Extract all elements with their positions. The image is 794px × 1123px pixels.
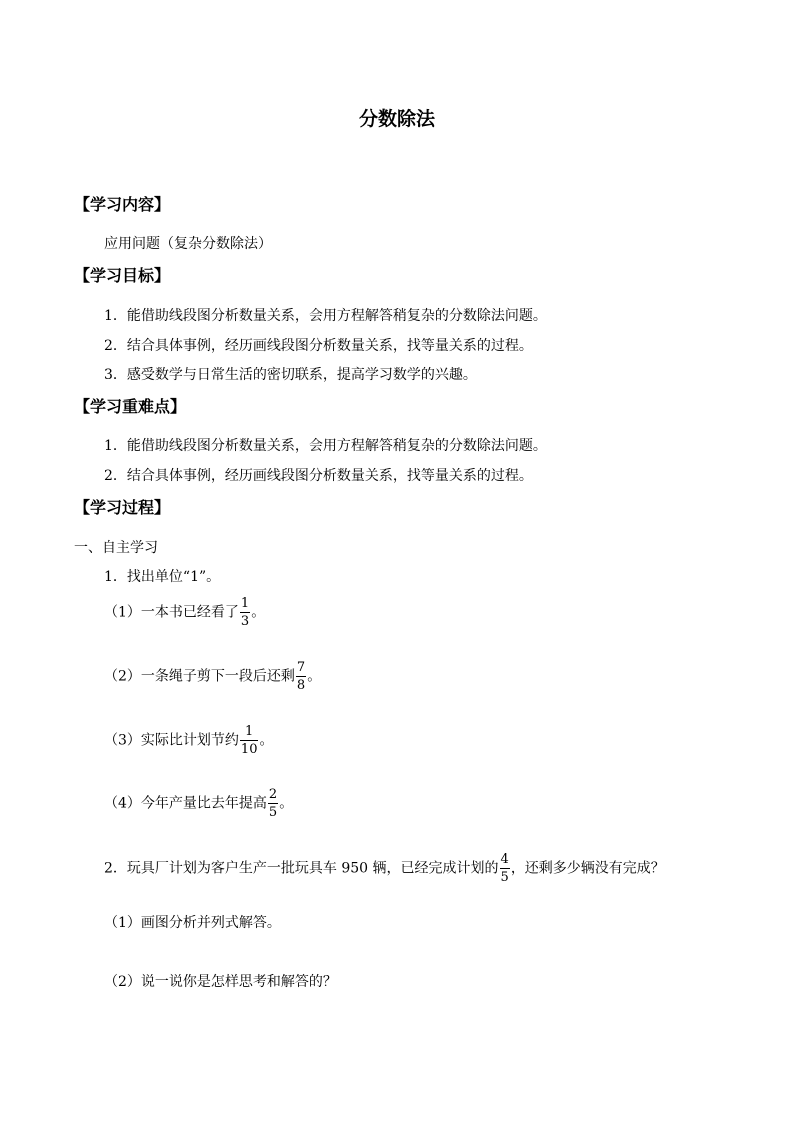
fraction-denominator: 5 [500,870,509,885]
question-1-item-2 [104,661,321,692]
fraction [240,725,259,756]
item-suffix: 。 [279,795,294,812]
fraction-numerator: 2 [268,787,278,802]
section-heading-process: 【学习过程】 [74,498,171,517]
fraction-denominator: 3 [240,614,250,629]
fraction-numerator: 1 [240,596,250,611]
fraction-numerator: 1 [245,724,254,739]
question-1-item-3 [104,725,273,756]
keypoint-item: 2．结合具体事例，经历画线段图分析数量关系，找等量关系的过程。 [104,468,533,484]
item-suffix: 。 [251,604,266,621]
item-suffix: 。 [307,668,322,685]
fraction-numerator: 7 [296,660,306,675]
question-1-item-4 [104,788,293,819]
item-text: （4）今年产量比去年提高 [104,795,267,812]
item-text: （2）一条绳子剪下一段后还剩 [104,668,295,685]
part-heading: 一、自主学习 [74,540,158,556]
item-text: （1）一本书已经看了 [104,604,239,621]
goal-item: 3．感受数学与日常生活的密切联系，提高学习数学的兴趣。 [104,367,477,383]
section-heading-content: 【学习内容】 [74,195,171,214]
goal-item: 1．能借助线段图分析数量关系，会用方程解答稍复杂的分数除法问题。 [104,308,547,324]
question-2-item: （2）说一说你是怎样思考和解答的？ [104,974,337,990]
fraction-denominator: 10 [240,742,258,757]
fraction [500,853,510,884]
keypoint-item: 1．能借助线段图分析数量关系，会用方程解答稍复杂的分数除法问题。 [104,438,547,454]
fraction [296,661,306,692]
goal-item: 2．结合具体事例，经历画线段图分析数量关系，找等量关系的过程。 [104,338,533,354]
question-2-text: 2．玩具厂计划为客户生产一批玩具车 950 辆，已经完成计划的 [104,860,499,877]
section-heading-goals: 【学习目标】 [74,266,171,285]
fraction-denominator: 8 [296,678,306,693]
fraction [268,788,278,819]
fraction [240,597,250,628]
question-1-item-1 [104,597,265,628]
question-2 [104,853,665,884]
question-2-suffix: ，还剩多少辆没有完成？ [510,860,665,877]
item-text: （3）实际比计划节约 [104,732,239,749]
fraction-numerator: 4 [500,852,509,867]
content-text: 应用问题（复杂分数除法） [104,236,272,252]
question-1: 1．找出单位“1”。 [104,569,221,585]
fraction-denominator: 5 [268,805,278,820]
item-suffix: 。 [259,732,274,749]
question-2-item: （1）画图分析并列式解答。 [104,915,281,931]
page-title: 分数除法 [358,108,435,130]
section-heading-keypoints: 【学习重难点】 [74,397,187,416]
